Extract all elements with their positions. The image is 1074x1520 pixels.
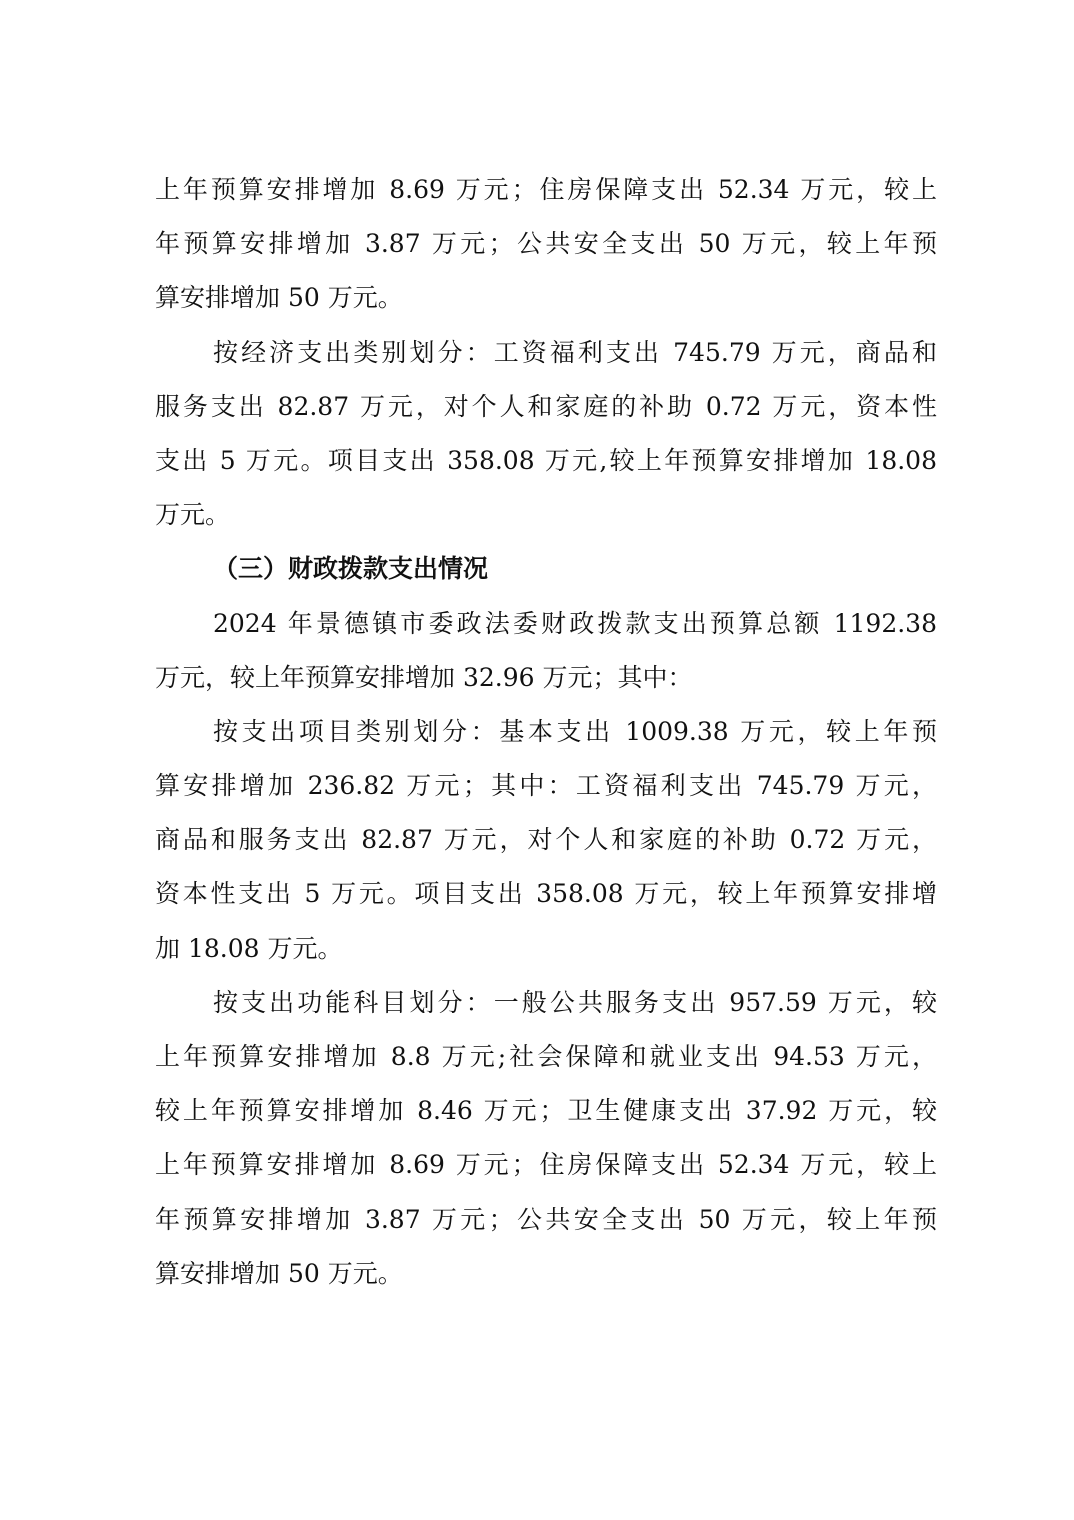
text-line: 年预算安排增加 3.87 万元；公共安全支出 50 万元，较上年预 — [155, 1204, 937, 1234]
text-line: 资本性支出 5 万元。项目支出 358.08 万元，较上年预算安排增 — [155, 879, 937, 909]
text-line: 按支出项目类别划分：基本支出 1009.38 万元，较上年预 — [213, 716, 937, 746]
paragraph — [155, 976, 937, 1301]
text-line: 上年预算安排增加 8.69 万元；住房保障支出 52.34 万元，较上 — [155, 1150, 937, 1180]
text-line: 商品和服务支出 82.87 万元，对个人和家庭的补助 0.72 万元， — [155, 825, 937, 855]
document-page — [155, 163, 937, 1301]
text-line: 加 18.08 万元。 — [155, 933, 343, 963]
text-line: 2024 年景德镇市委政法委财政拨款支出预算总额 1192.38 — [213, 608, 937, 638]
paragraph — [155, 326, 937, 543]
text-line: （三）财政拨款支出情况 — [213, 554, 489, 584]
text-line: 上年预算安排增加 8.8 万元;社会保障和就业支出 94.53 万元， — [155, 1042, 937, 1071]
text-line: 较上年预算安排增加 8.46 万元；卫生健康支出 37.92 万元，较 — [155, 1096, 937, 1126]
paragraph — [155, 705, 937, 976]
text-line: 上年预算安排增加 8.69 万元；住房保障支出 52.34 万元，较上 — [155, 175, 937, 204]
paragraph — [155, 163, 937, 326]
paragraph — [155, 597, 937, 705]
text-line: 万元，较上年预算安排增加 32.96 万元；其中： — [155, 662, 693, 692]
text-line: 服务支出 82.87 万元，对个人和家庭的补助 0.72 万元，资本性 — [155, 391, 937, 421]
text-line: 算安排增加 236.82 万元；其中：工资福利支出 745.79 万元， — [155, 771, 937, 801]
text-line: 算安排增加 50 万元。 — [155, 1258, 403, 1288]
section-heading — [155, 542, 937, 596]
text-line: 万元。 — [155, 500, 231, 530]
text-line: 支出 5 万元。项目支出 358.08 万元,较上年预算安排增加 18.08 — [155, 445, 937, 475]
text-line: 按支出功能科目划分：一般公共服务支出 957.59 万元，较 — [213, 987, 937, 1017]
text-line: 年预算安排增加 3.87 万元；公共安全支出 50 万元，较上年预 — [155, 229, 937, 259]
text-line: 按经济支出类别划分：工资福利支出 745.79 万元，商品和 — [213, 337, 937, 367]
text-line: 算安排增加 50 万元。 — [155, 283, 403, 313]
